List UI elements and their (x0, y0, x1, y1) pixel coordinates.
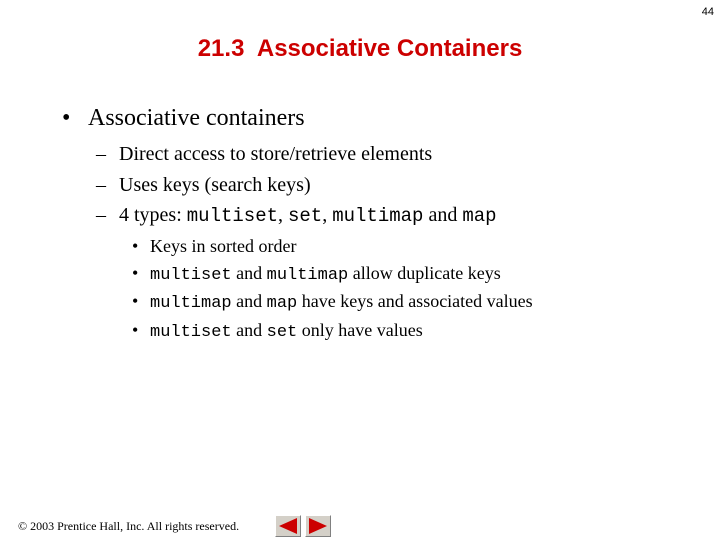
bullet-text: Associative containers (88, 105, 305, 131)
bullet-marker: • (132, 236, 139, 256)
code-multiset: multiset (186, 205, 278, 227)
code-multiset: multiset (150, 266, 232, 285)
text-separator: and (423, 204, 463, 226)
text-and: and (231, 291, 267, 311)
text-rest: only have values (297, 320, 423, 340)
bullet-marker: • (132, 263, 139, 283)
sub-item-text: Uses keys (search keys) (119, 174, 311, 196)
text-rest: allow duplicate keys (348, 263, 501, 283)
code-multiset: multiset (150, 323, 232, 342)
code-multimap: multimap (332, 205, 424, 227)
code-set: set (288, 205, 323, 227)
sub-item-text: Direct access to store/retrieve elements (119, 143, 433, 165)
dash-marker: – (96, 204, 106, 226)
slide-title: 21.3 Associative Containers (197, 35, 523, 62)
code-set: set (266, 323, 298, 342)
page-number: 44 (701, 6, 714, 18)
left-arrow-icon (276, 516, 300, 536)
bullet-marker: • (62, 105, 71, 131)
previous-slide-button[interactable] (275, 515, 301, 537)
code-map: map (462, 205, 497, 227)
sub-sub-item-content (150, 262, 501, 287)
text-and: and (231, 263, 267, 283)
sub-sub-item-content (150, 290, 533, 315)
copyright-footer: © 2003 Prentice Hall, Inc. All rights reserved. (18, 519, 240, 533)
code-multimap: multimap (266, 266, 349, 285)
sub-sub-item-text: Keys in sorted order (150, 236, 297, 256)
right-arrow-icon (306, 516, 330, 536)
bullet-marker: • (132, 320, 139, 340)
bullet-marker: • (132, 291, 139, 311)
text-separator: , (322, 204, 333, 226)
sub-item-content (119, 203, 497, 228)
next-slide-button[interactable] (305, 515, 331, 537)
dash-marker: – (96, 143, 106, 165)
code-map: map (266, 294, 298, 313)
dash-marker: – (96, 174, 106, 196)
text-and: and (231, 320, 267, 340)
text-rest: have keys and associated values (297, 291, 533, 311)
sub-sub-item-content (150, 319, 423, 344)
code-multimap: multimap (150, 294, 232, 313)
text-separator: , (278, 204, 288, 226)
text-prefix: 4 types: (119, 204, 187, 226)
